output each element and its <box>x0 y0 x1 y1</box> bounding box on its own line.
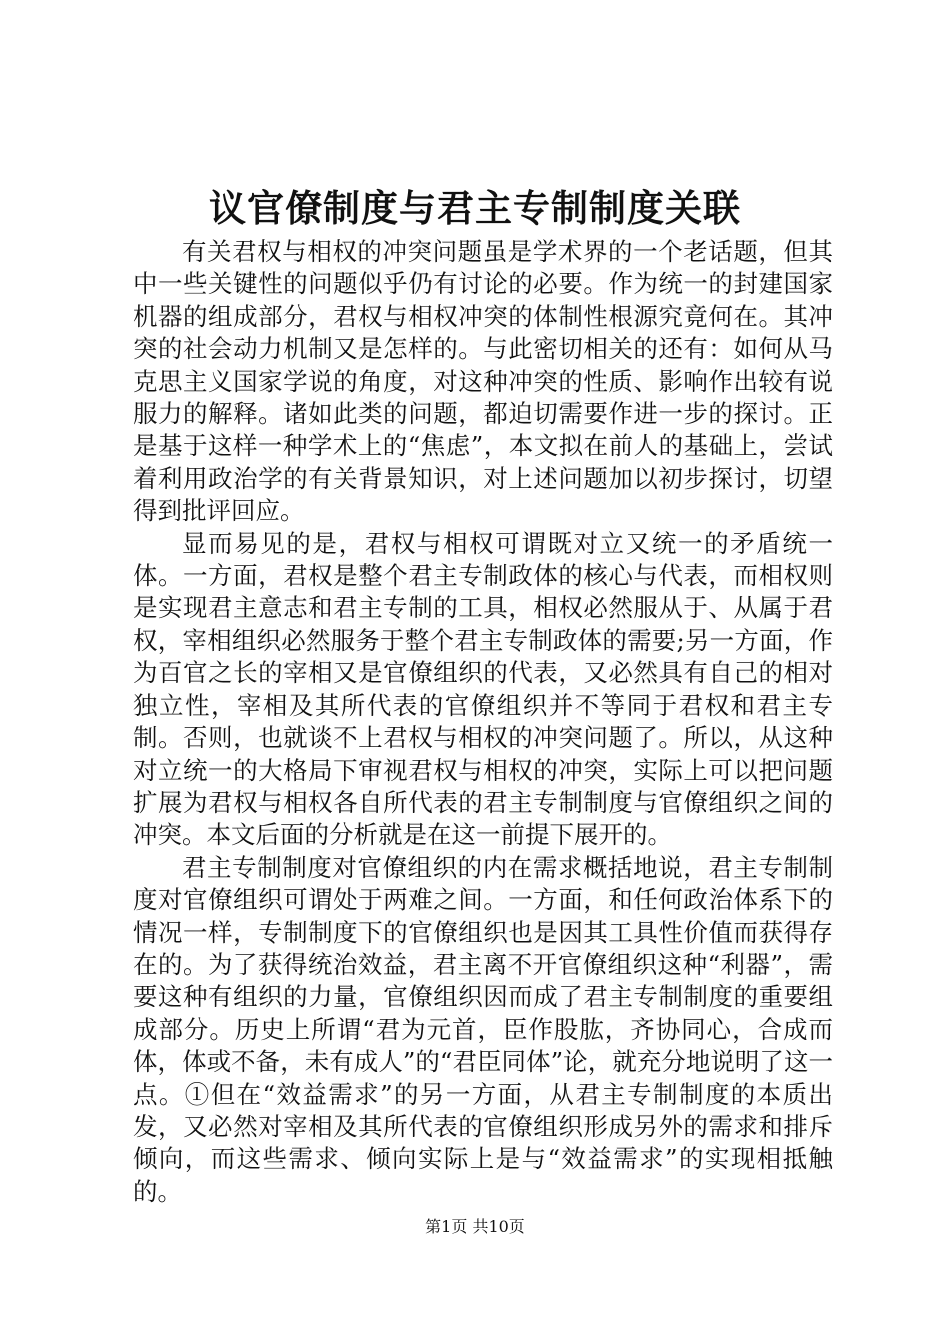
page-number-footer: 第1页 共10页 <box>425 1217 525 1236</box>
document-body <box>133 236 833 1208</box>
paragraph: 有关君权与相权的冲突问题虽是学术界的一个老话题，但其中一些关键性的问题似乎仍有讨论的必要。作为统一的封建国家机器的组成部分，君权与相权冲突的体制性根源究竟何在。其冲突的社会动力机制又是怎样的。与此密切相关的还有：如何从马克思主义国家学说的角度，对这种冲突的性质、影响作出较有说服力的解释。诸如此类的问题，都迫切需要作进一步的探讨。正是基于这样一种学术上的“焦虑”，本文拟在前人的基础上，尝试着利用政治学的有关背景知识，对上述问题加以初步探讨，切望得到批评回应。 <box>133 237 833 526</box>
paragraph: 君主专制制度对官僚组织的内在需求概括地说，君主专制制度对官僚组织可谓处于两难之间。一方面，和任何政治体系下的情况一样，专制制度下的官僚组织也是因其工具性价值而获得存在的。为了获得统治效益，君主离不开官僚组织这种“利器”，需要这种有组织的力量，官僚组织因而成了君主专制制度的重要组成部分。历史上所谓“君为元首，臣作股肱，齐协同心，合成而体，体或不备，未有成人”的“君臣同体”论，就充分地说明了这一点。①但在“效益需求”的另一方面，从君主专制制度的本质出发，又必然对宰相及其所代表的官僚组织形成另外的需求和排斥倾向，而这些需求、倾向实际上是与“效益需求”的实现相抵触的。 <box>133 852 833 1206</box>
document-title: 议官僚制度与君主专制制度关联 <box>209 186 741 230</box>
paragraph: 显而易见的是，君权与相权可谓既对立又统一的矛盾统一体。一方面，君权是整个君主专制政体的核心与代表，而相权则是实现君主意志和君主专制的工具，相权必然服从于、从属于君权，宰相组织必然服务于整个君主专制政体的需要;另一方面，作为百官之长的宰相又是官僚组织的代表，又必然具有自己的相对独立性，宰相及其所代表的官僚组织并不等同于君权和君主专制。否则，也就谈不上君权与相权的冲突问题了。所以，从这种对立统一的大格局下审视君权与相权的冲突，实际上可以把问题扩展为君权与相权各自所代表的君主专制制度与官僚组织之间的冲突。本文后面的分析就是在这一前提下展开的。 <box>133 528 833 850</box>
